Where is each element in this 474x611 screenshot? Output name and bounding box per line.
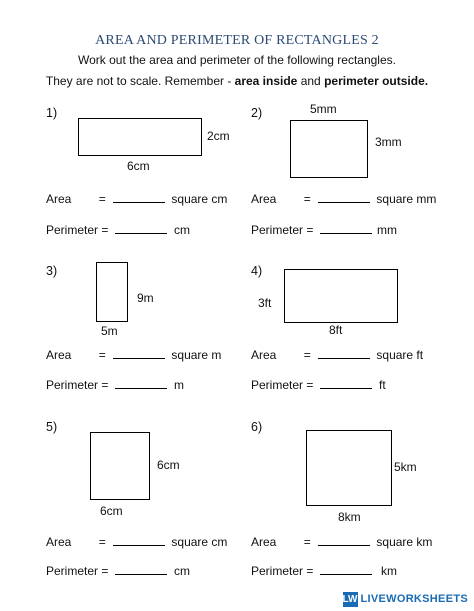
area-answer-input[interactable] [113,347,165,359]
equals-sign: = [98,192,106,206]
rectangle-shape [290,120,368,178]
perimeter-answer-input[interactable] [115,563,167,575]
area-unit: square m [171,348,222,362]
perimeter-row [46,222,190,237]
height-label: 9m [137,291,154,305]
rectangle-shape [306,430,392,506]
width-label: 8km [338,510,361,524]
perimeter-unit: m [174,378,185,392]
height-label: 5km [394,460,417,474]
height-label: 3ft [258,296,272,310]
perimeter-answer-input[interactable] [115,377,167,389]
area-answer-input[interactable] [318,191,370,203]
problem-number: 1) [46,106,58,120]
perimeter-label: Perimeter = [46,378,109,392]
rectangle-shape [78,118,202,156]
area-answer-input[interactable] [113,191,165,203]
area-label: Area [251,535,277,549]
perimeter-answer-input[interactable] [320,563,372,575]
width-label: 6cm [100,504,123,518]
width-label: 8ft [329,323,343,337]
problem-number: 4) [251,264,263,278]
perimeter-unit: ft [379,378,386,392]
perimeter-unit: cm [174,223,191,237]
instruction-line-1: Work out the area and perimeter of the following rectangles. [78,53,396,67]
area-row [46,191,227,206]
width-label: 5m [101,324,118,338]
area-label: Area [46,535,72,549]
problem-number: 6) [251,420,263,434]
area-answer-input[interactable] [318,347,370,359]
rectangle-shape [284,269,398,323]
height-label: 2cm [207,129,230,143]
equals-sign: = [98,348,106,362]
area-row [251,534,432,549]
area-label: Area [251,192,277,206]
height-label: 3mm [375,135,402,149]
area-unit: square cm [171,535,228,549]
perimeter-answer-input[interactable] [320,222,372,234]
instruction-line-2 [0,74,474,88]
perimeter-unit: mm [377,223,398,237]
perimeter-row [46,377,184,392]
perimeter-row [251,563,397,578]
area-label: Area [46,348,72,362]
area-unit: square ft [376,348,424,362]
area-row [251,347,423,362]
rectangle-shape [96,262,128,322]
liveworksheets-logo-icon: LW [342,593,358,605]
equals-sign: = [98,535,106,549]
area-answer-input[interactable] [113,534,165,546]
area-unit: square km [376,535,433,549]
equals-sign: = [303,535,311,549]
perimeter-row [46,563,190,578]
equals-sign: = [303,192,311,206]
problem-number: 2) [251,106,263,120]
height-label: 6cm [157,458,180,472]
width-label: 6cm [127,159,150,173]
perimeter-answer-input[interactable] [320,377,372,389]
area-unit: square mm [376,192,437,206]
perimeter-label: Perimeter = [251,223,314,237]
width-label: 5mm [310,102,337,116]
area-label: Area [251,348,277,362]
area-row [46,534,227,549]
rectangle-shape [90,432,150,500]
area-row [46,347,221,362]
area-row [251,191,436,206]
perimeter-unit: cm [174,564,191,578]
liveworksheets-footer [343,590,469,608]
perimeter-label: Perimeter = [251,564,314,578]
area-answer-input[interactable] [318,534,370,546]
brand-name: LIVEWORKSHEETS [360,593,468,605]
perimeter-row [251,222,397,237]
instruction-text: They are not to scale. Remember - [45,74,235,88]
area-unit: square cm [171,192,228,206]
equals-sign: = [303,348,311,362]
instruction-bold-perimeter: perimeter outside. [324,74,429,88]
perimeter-label: Perimeter = [251,378,314,392]
area-label: Area [46,192,72,206]
instruction-bold-area: area inside [234,74,298,88]
perimeter-label: Perimeter = [46,223,109,237]
problem-number: 5) [46,420,58,434]
perimeter-unit: km [381,564,398,578]
perimeter-row [251,377,386,392]
worksheet-title: AREA AND PERIMETER OF RECTANGLES 2 [95,33,379,48]
perimeter-answer-input[interactable] [115,222,167,234]
perimeter-label: Perimeter = [46,564,109,578]
instruction-text: and [297,74,325,88]
problem-number: 3) [46,264,58,278]
